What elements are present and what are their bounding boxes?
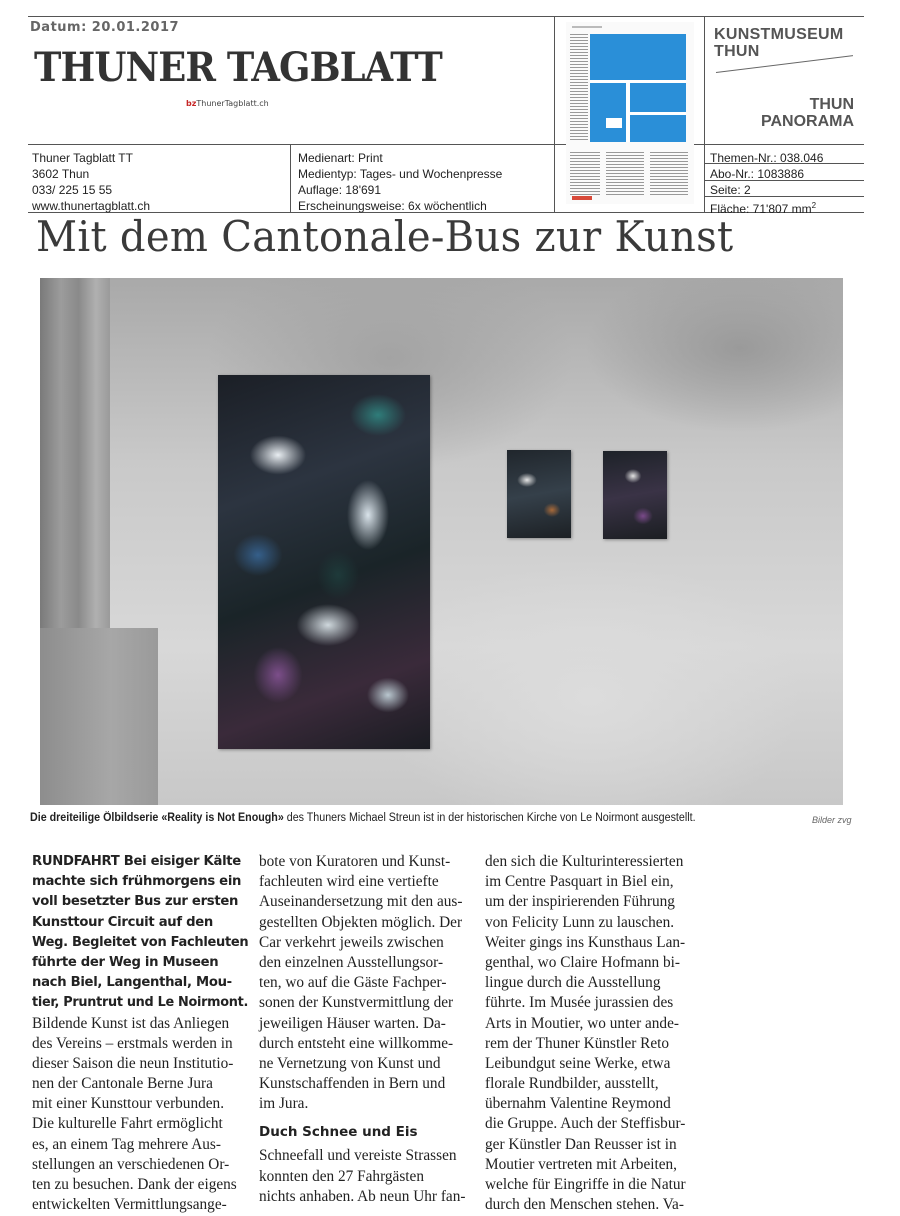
section-name: THUN PANORAMA	[760, 96, 854, 130]
meta-rule-1	[704, 144, 864, 145]
body-line: Auseinandersetzung mit den aus-	[259, 893, 463, 911]
article-headline: Mit dem Cantonale-Bus zur Kunst	[36, 212, 734, 261]
url-prefix: bz	[186, 99, 197, 108]
body-line: genthal, wo Claire Hofmann bi-	[485, 953, 680, 971]
publisher-info	[32, 150, 150, 214]
lead-line: Weg. Begleitet von Fachleuten	[32, 934, 249, 950]
header-divider-3	[704, 16, 705, 212]
lead-line: Kunsttour Circuit auf den	[32, 914, 213, 930]
body-line: rem der Thuner Künstler Reto	[485, 1034, 670, 1052]
body-line: im Jura.	[259, 1095, 309, 1113]
body-line: Weiter gings ins Kunsthaus Lan-	[485, 933, 686, 951]
lead-line: führte der Weg in Museen	[32, 954, 219, 970]
body-line: ten, wo auf die Gäste Fachper-	[259, 974, 447, 992]
article-photo	[40, 278, 843, 805]
thumb-text	[650, 152, 688, 196]
painting-small-1	[507, 450, 571, 538]
client-name: KUNSTMUSEUM THUN	[714, 26, 844, 60]
subscription-number: Abo-Nr.: 1083886	[710, 167, 805, 181]
body-line: von Felicity Lunn zu lauschen.	[485, 913, 675, 931]
thumb-gap	[606, 118, 622, 128]
body-line: stellungen an verschiedenen Or-	[32, 1155, 230, 1173]
frequency: Erscheinungsweise: 6x wöchentlich	[298, 199, 487, 213]
thumb-ad	[572, 196, 592, 200]
body-line: fachleuten wird eine vertiefte	[259, 873, 439, 891]
body-line: gestellten Objekten möglich. Der	[259, 913, 463, 931]
masthead-url	[186, 99, 269, 108]
photo-credit: Bilder zvg	[812, 815, 852, 825]
body-line: des Vereins – erstmals werden in	[32, 1034, 233, 1052]
thumb-text	[570, 152, 600, 196]
body-line: ger Künstler Dan Reusser ist in	[485, 1135, 677, 1153]
body-line: es, an einem Tag mehrere Aus-	[32, 1135, 221, 1153]
body-line: durch entsteht eine willkomme-	[259, 1034, 454, 1052]
body-line: Moutier vertreten mit Arbeiten,	[485, 1155, 678, 1173]
lead-line: machte sich frühmorgens ein	[32, 874, 242, 890]
body-line: den sich die Kulturinteressierten	[485, 853, 684, 870]
url-text: ThunerTagblatt.ch	[196, 99, 269, 108]
header-divider-1	[290, 144, 291, 212]
article-column-1	[32, 852, 248, 1215]
article-column-3	[485, 852, 701, 1215]
thumb-line	[572, 26, 602, 28]
media-kind: Medientyp: Tages- und Wochenpresse	[298, 167, 503, 181]
publisher-name: Thuner Tagblatt TT	[32, 151, 133, 165]
lead-line: RUNDFAHRT Bei eisiger Kälte	[32, 854, 241, 869]
body-line: im Centre Pasquart in Biel ein,	[485, 873, 674, 891]
thumb-photo	[590, 34, 686, 142]
lead-line: nach Biel, Langenthal, Mou-	[32, 975, 232, 991]
body-line: die Gruppe. Auch der Steffisbur-	[485, 1115, 686, 1133]
body-line: nen der Cantonale Berne Jura	[32, 1075, 213, 1093]
body-line: ten zu besuchen. Dank der eigens	[32, 1176, 237, 1193]
body-line: durch den Menschen stehen. Va-	[485, 1196, 684, 1214]
thumb-gap	[590, 80, 686, 83]
header-top-rule	[28, 16, 864, 17]
thumb-gap	[630, 112, 686, 115]
painting-large	[218, 375, 430, 749]
lead-line: tier, Pruntrut und Le Noirmont.	[32, 995, 249, 1011]
body-line: Kunstschaffenden in Bern und	[259, 1075, 446, 1093]
body-line: ne Vernetzung von Kunst und	[259, 1054, 441, 1072]
lead-line: voll besetzter Bus zur ersten	[32, 894, 239, 910]
topic-number: Themen-Nr.: 038.046	[710, 151, 824, 165]
body-line: Car verkehrt jeweils zwischen	[259, 933, 444, 951]
photo-caption: Die dreiteilige Ölbildserie «Reality is Not Enough» des Thuners Michael Streun ist in der historischen Kirche von Le Noirmont ausgestellt.	[30, 812, 696, 824]
page-thumbnail	[566, 22, 694, 204]
body-line: entwickelten Vermittlungsange-	[32, 1196, 227, 1214]
body-line: sonen der Kunstvermittlung der	[259, 994, 454, 1012]
circulation: Auflage: 18'691	[298, 183, 382, 197]
subheading: Duch Schnee und Eis	[259, 1124, 418, 1141]
thumb-text	[606, 152, 644, 196]
header-divider-2	[554, 16, 555, 212]
body-line: führte. Im Musée jurassien des	[485, 994, 674, 1012]
body-line: nichts anhaben. Ab neun Uhr fan-	[259, 1187, 466, 1205]
page-number: Seite: 2	[710, 183, 751, 197]
body-line: florale Rundbilder, ausstellt,	[485, 1075, 659, 1093]
publisher-phone: 033/ 225 15 55	[32, 183, 113, 197]
painting-small-2	[603, 451, 667, 539]
body-line: konnten den 27 Fahrgästen	[259, 1167, 424, 1185]
media-type: Medienart: Print	[298, 151, 383, 165]
newspaper-masthead: THUNER TAGBLATT	[34, 44, 442, 91]
publisher-city: 3602 Thun	[32, 167, 90, 181]
body-line: Die kulturelle Fahrt ermöglicht	[32, 1115, 223, 1133]
body-line: dieser Saison die neun Institutio-	[32, 1054, 234, 1072]
body-line: übernahm Valentine Reymond	[485, 1095, 671, 1113]
church-pillar-base	[40, 628, 158, 805]
body-line: um der inspirierenden Führung	[485, 893, 675, 911]
thumb-gap	[626, 80, 630, 142]
clipping-meta	[710, 150, 823, 217]
body-line: bote von Kuratoren und Kunst-	[259, 853, 451, 870]
body-line: welche für Eingriffe in die Natur	[485, 1176, 686, 1193]
area: Fläche: 71'807 $mm^2$	[710, 201, 817, 216]
article-column-2	[259, 852, 475, 1207]
body-line: Arts in Moutier, wo unter ande-	[485, 1014, 679, 1032]
publisher-website: www.thunertagblatt.ch	[32, 199, 151, 213]
media-info	[298, 150, 502, 214]
body-line: Bildende Kunst ist das Anliegen	[32, 1014, 230, 1032]
thumb-text	[570, 34, 588, 140]
body-line: Leibundgut seine Werke, etwa	[485, 1054, 671, 1072]
body-line: den einzelnen Ausstellungsor-	[259, 953, 444, 971]
body-line: jeweiligen Häuser warten. Da-	[259, 1014, 446, 1032]
body-line: mit einer Kunsttour verbunden.	[32, 1095, 225, 1113]
body-line: lingue durch die Ausstellung	[485, 974, 661, 992]
body-line: Schneefall und vereiste Strassen	[259, 1147, 457, 1165]
clipping-date: Datum: 20.01.2017	[30, 20, 180, 35]
